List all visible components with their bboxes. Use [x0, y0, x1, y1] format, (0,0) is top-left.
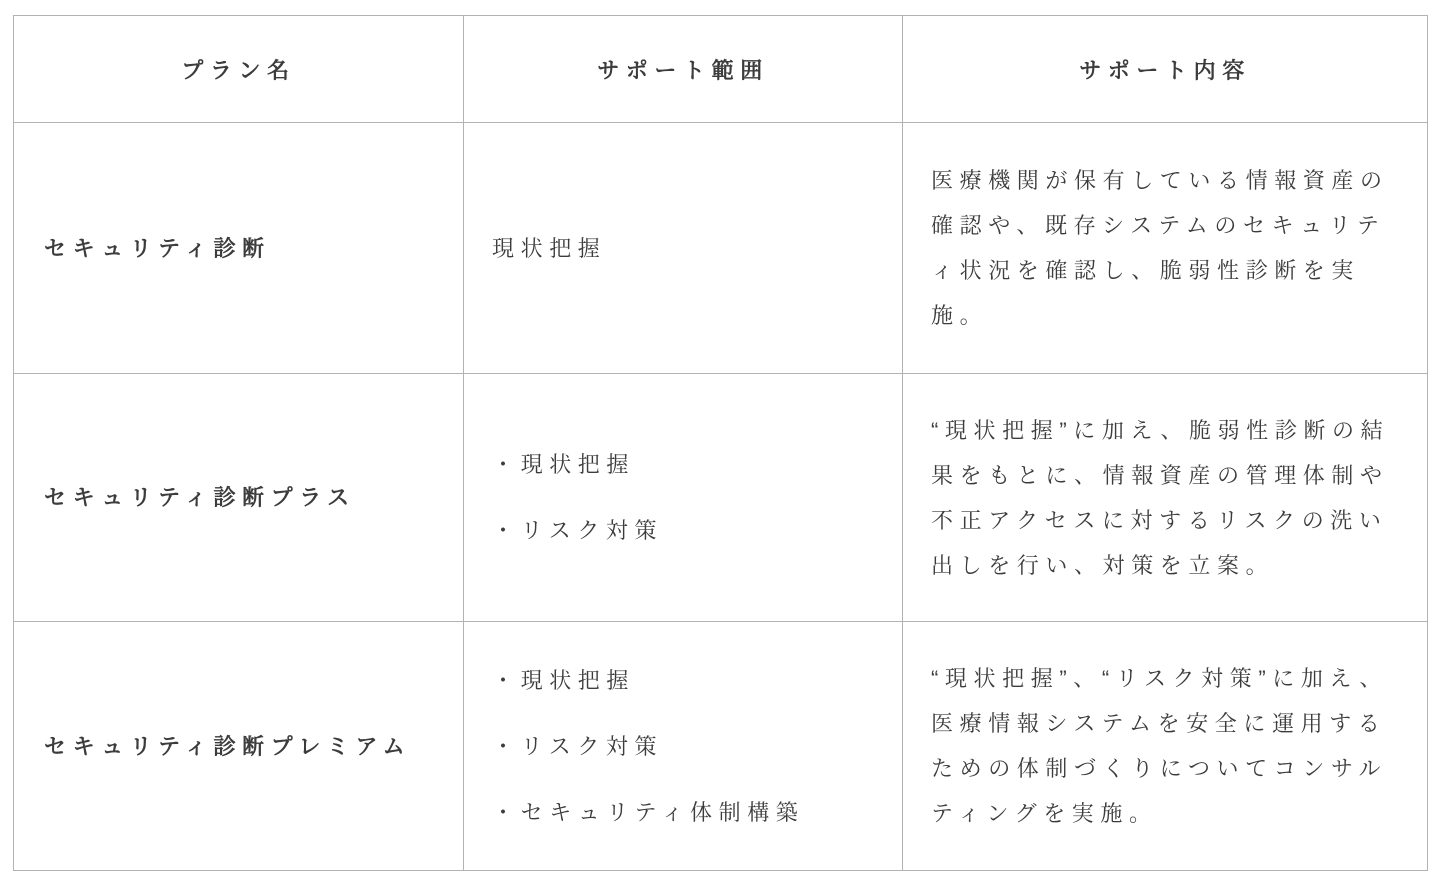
scope-item: ・セキュリティ体制構築	[492, 799, 805, 825]
plans-table	[13, 15, 1428, 871]
plan-description: 医療機関が保有している情報資産の確認や、既存システムのセキュリティ状況を確認し、脆弱性診断を実施。	[931, 168, 1389, 328]
support-content-cell	[903, 374, 1428, 622]
col-header-support-scope: サポート範囲	[464, 16, 903, 123]
plan-name-cell: セキュリティ診断プラス	[14, 374, 464, 622]
support-content-cell	[903, 123, 1428, 374]
header-row	[14, 16, 1428, 123]
scope-item: 現状把握	[492, 235, 607, 261]
col-header-plan-name: プラン名	[14, 16, 464, 123]
support-scope-cell	[464, 374, 903, 622]
scope-item: ・リスク対策	[492, 518, 664, 543]
table-row-security-checkup-plus	[14, 374, 1428, 622]
plan-name-cell: セキュリティ診断	[14, 123, 464, 374]
scope-item: ・現状把握	[492, 452, 636, 477]
support-scope-cell	[464, 123, 903, 374]
scope-item: ・現状把握	[492, 667, 636, 693]
support-scope-cell	[464, 622, 903, 871]
plan-name-cell: セキュリティ診断プレミアム	[14, 622, 464, 871]
col-header-support-content: サポート内容	[903, 16, 1428, 123]
scope-item: ・リスク対策	[492, 733, 664, 759]
support-content-cell	[903, 622, 1428, 871]
plan-description: “現状把握”、“リスク対策”に加え、医療情報システムを安全に運用するための体制づくりについてコンサルティングを実施。	[931, 666, 1388, 826]
plan-description: “現状把握”に加え、脆弱性診断の結果をもとに、情報資産の管理体制や不正アクセスに対するリスクの洗い出しを行い、対策を立案。	[931, 417, 1390, 578]
table-row-security-checkup-premium	[14, 622, 1428, 871]
table-row-security-checkup	[14, 123, 1428, 374]
